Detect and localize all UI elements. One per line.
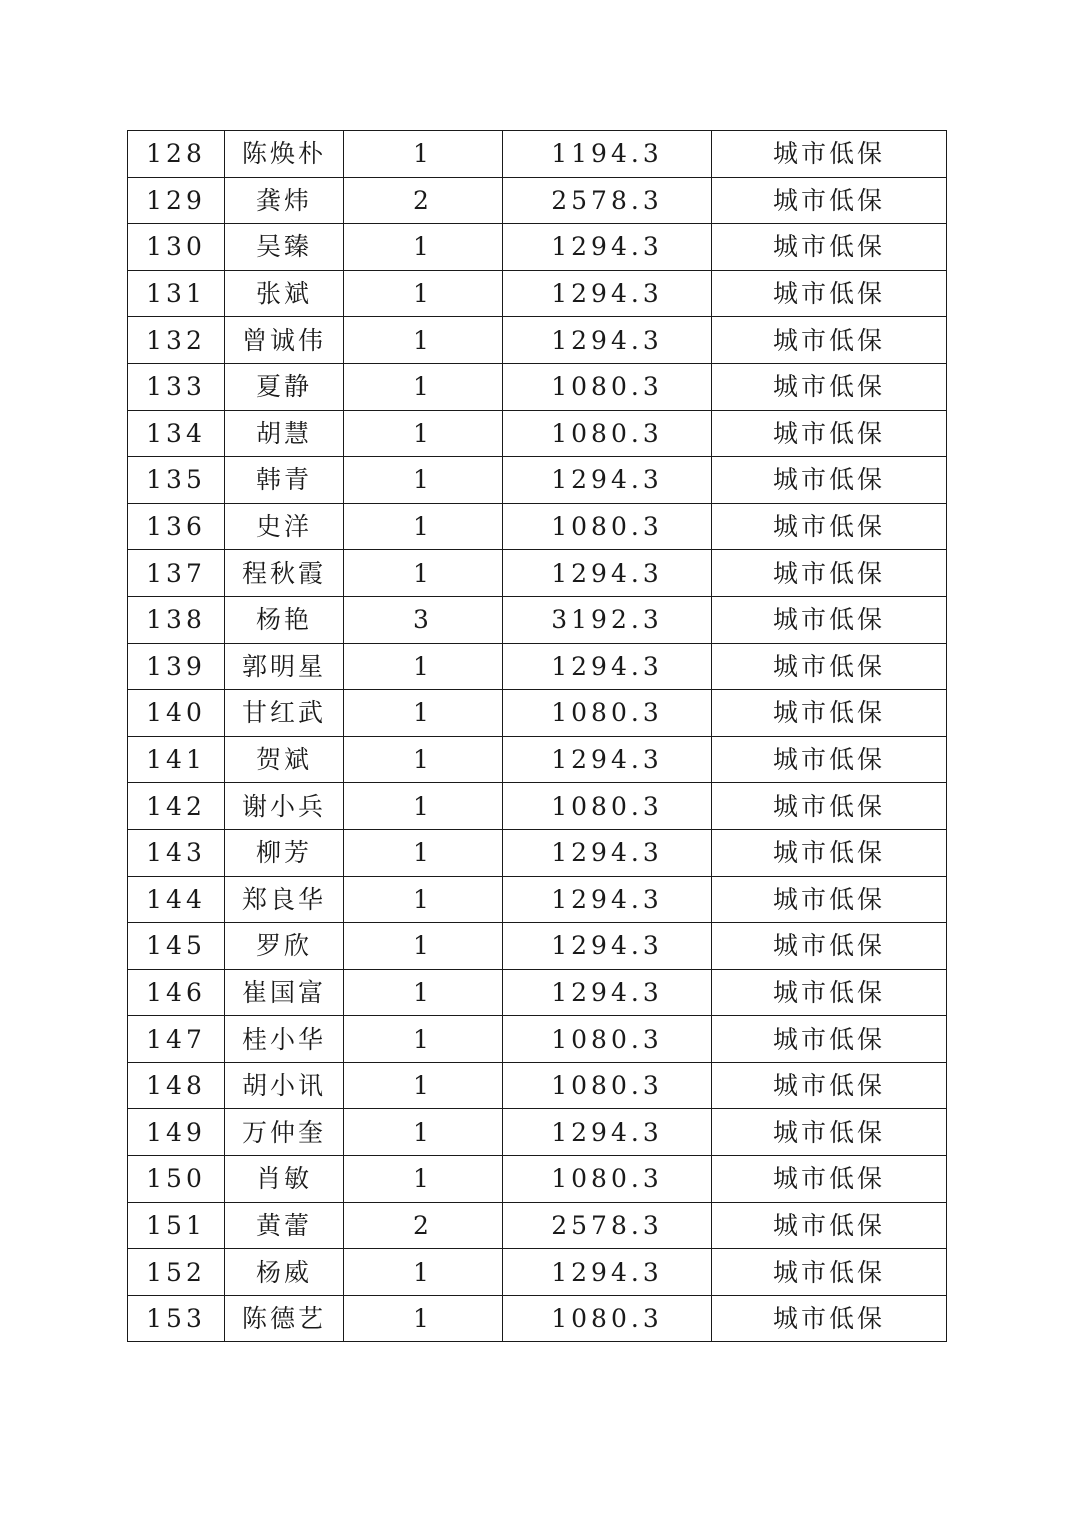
row-index-cell: 141 [128, 736, 225, 783]
subsidy-amount-cell: 1080.3 [503, 503, 712, 550]
row-index-cell: 138 [128, 596, 225, 643]
subsidy-type-cell: 城市低保 [712, 643, 947, 690]
table-row [128, 643, 947, 690]
recipient-name-cell: 韩青 [225, 457, 344, 504]
row-index-cell: 132 [128, 317, 225, 364]
recipient-name-cell: 夏静 [225, 363, 344, 410]
row-index-cell: 145 [128, 923, 225, 970]
subsidy-amount-cell: 1294.3 [503, 1249, 712, 1296]
subsidy-type-cell: 城市低保 [712, 457, 947, 504]
household-count-cell: 1 [344, 1156, 503, 1203]
subsidy-amount-cell: 1294.3 [503, 317, 712, 364]
household-count-cell: 1 [344, 503, 503, 550]
table-row [128, 1016, 947, 1063]
household-count-cell: 1 [344, 410, 503, 457]
table-row [128, 1249, 947, 1296]
household-count-cell: 1 [344, 1295, 503, 1342]
row-index-cell: 131 [128, 270, 225, 317]
subsidy-amount-cell: 1294.3 [503, 876, 712, 923]
table-row [128, 690, 947, 737]
table-row [128, 457, 947, 504]
recipient-name-cell: 肖敏 [225, 1156, 344, 1203]
row-index-cell: 139 [128, 643, 225, 690]
household-count-cell: 1 [344, 1109, 503, 1156]
subsidy-type-cell: 城市低保 [712, 317, 947, 364]
table-row [128, 363, 947, 410]
household-count-cell: 1 [344, 1249, 503, 1296]
table-row [128, 224, 947, 271]
row-index-cell: 140 [128, 690, 225, 737]
row-index-cell: 149 [128, 1109, 225, 1156]
recipient-name-cell: 贺斌 [225, 736, 344, 783]
subsidy-amount-cell: 1294.3 [503, 270, 712, 317]
recipient-name-cell: 黄蕾 [225, 1202, 344, 1249]
subsidy-type-cell: 城市低保 [712, 410, 947, 457]
subsidy-type-cell: 城市低保 [712, 736, 947, 783]
table-row [128, 503, 947, 550]
table-row [128, 596, 947, 643]
table-row [128, 923, 947, 970]
subsidy-type-cell: 城市低保 [712, 829, 947, 876]
household-count-cell: 1 [344, 876, 503, 923]
table-row [128, 410, 947, 457]
recipient-name-cell: 史洋 [225, 503, 344, 550]
recipient-name-cell: 陈德艺 [225, 1295, 344, 1342]
recipient-name-cell: 崔国富 [225, 969, 344, 1016]
subsidy-type-cell: 城市低保 [712, 224, 947, 271]
household-count-cell: 1 [344, 969, 503, 1016]
subsidy-type-cell: 城市低保 [712, 270, 947, 317]
subsidy-amount-cell: 1194.3 [503, 131, 712, 178]
subsidy-amount-cell: 1294.3 [503, 457, 712, 504]
household-count-cell: 1 [344, 270, 503, 317]
subsidy-type-cell: 城市低保 [712, 876, 947, 923]
recipient-name-cell: 吴臻 [225, 224, 344, 271]
recipient-name-cell: 张斌 [225, 270, 344, 317]
subsidy-amount-cell: 2578.3 [503, 1202, 712, 1249]
household-count-cell: 1 [344, 1062, 503, 1109]
recipient-name-cell: 万仲奎 [225, 1109, 344, 1156]
subsidy-type-cell: 城市低保 [712, 1249, 947, 1296]
row-index-cell: 144 [128, 876, 225, 923]
subsidy-amount-cell: 1080.3 [503, 1295, 712, 1342]
recipient-name-cell: 曾诚伟 [225, 317, 344, 364]
row-index-cell: 142 [128, 783, 225, 830]
household-count-cell: 1 [344, 363, 503, 410]
recipient-name-cell: 柳芳 [225, 829, 344, 876]
subsidy-type-cell: 城市低保 [712, 1295, 947, 1342]
subsidy-type-cell: 城市低保 [712, 783, 947, 830]
subsidy-amount-cell: 1080.3 [503, 1062, 712, 1109]
table-row [128, 270, 947, 317]
row-index-cell: 151 [128, 1202, 225, 1249]
subsidy-amount-cell: 1080.3 [503, 1156, 712, 1203]
subsidy-amount-cell: 1080.3 [503, 363, 712, 410]
table-row [128, 829, 947, 876]
recipient-name-cell: 郑良华 [225, 876, 344, 923]
row-index-cell: 143 [128, 829, 225, 876]
subsidy-amount-cell: 1294.3 [503, 643, 712, 690]
row-index-cell: 129 [128, 177, 225, 224]
subsidy-amount-cell: 1294.3 [503, 969, 712, 1016]
recipient-name-cell: 胡慧 [225, 410, 344, 457]
row-index-cell: 153 [128, 1295, 225, 1342]
recipient-name-cell: 胡小讯 [225, 1062, 344, 1109]
household-count-cell: 1 [344, 131, 503, 178]
subsidy-amount-cell: 1080.3 [503, 690, 712, 737]
subsidy-type-cell: 城市低保 [712, 1202, 947, 1249]
subsidy-type-cell: 城市低保 [712, 131, 947, 178]
recipient-name-cell: 桂小华 [225, 1016, 344, 1063]
household-count-cell: 1 [344, 224, 503, 271]
subsidy-amount-cell: 1294.3 [503, 923, 712, 970]
household-count-cell: 1 [344, 1016, 503, 1063]
subsidy-type-cell: 城市低保 [712, 1109, 947, 1156]
household-count-cell: 1 [344, 923, 503, 970]
subsidy-roster-table [127, 130, 947, 1342]
subsidy-amount-cell: 1294.3 [503, 224, 712, 271]
subsidy-type-cell: 城市低保 [712, 690, 947, 737]
recipient-name-cell: 龚炜 [225, 177, 344, 224]
table-row [128, 1062, 947, 1109]
household-count-cell: 1 [344, 783, 503, 830]
household-count-cell: 1 [344, 317, 503, 364]
row-index-cell: 137 [128, 550, 225, 597]
row-index-cell: 146 [128, 969, 225, 1016]
row-index-cell: 135 [128, 457, 225, 504]
row-index-cell: 152 [128, 1249, 225, 1296]
subsidy-amount-cell: 1294.3 [503, 550, 712, 597]
row-index-cell: 148 [128, 1062, 225, 1109]
recipient-name-cell: 郭明星 [225, 643, 344, 690]
subsidy-type-cell: 城市低保 [712, 923, 947, 970]
subsidy-amount-cell: 1080.3 [503, 410, 712, 457]
subsidy-type-cell: 城市低保 [712, 503, 947, 550]
subsidy-amount-cell: 3192.3 [503, 596, 712, 643]
household-count-cell: 3 [344, 596, 503, 643]
recipient-name-cell: 谢小兵 [225, 783, 344, 830]
subsidy-amount-cell: 1294.3 [503, 1109, 712, 1156]
household-count-cell: 2 [344, 1202, 503, 1249]
row-index-cell: 134 [128, 410, 225, 457]
subsidy-amount-cell: 1294.3 [503, 829, 712, 876]
household-count-cell: 1 [344, 829, 503, 876]
subsidy-amount-cell: 2578.3 [503, 177, 712, 224]
table-row [128, 317, 947, 364]
table-row [128, 131, 947, 178]
table-row [128, 969, 947, 1016]
subsidy-type-cell: 城市低保 [712, 1016, 947, 1063]
subsidy-amount-cell: 1080.3 [503, 1016, 712, 1063]
roster-body [128, 131, 947, 1342]
recipient-name-cell: 杨艳 [225, 596, 344, 643]
recipient-name-cell: 程秋霞 [225, 550, 344, 597]
recipient-name-cell: 甘红武 [225, 690, 344, 737]
recipient-name-cell: 陈焕朴 [225, 131, 344, 178]
row-index-cell: 150 [128, 1156, 225, 1203]
household-count-cell: 1 [344, 550, 503, 597]
subsidy-type-cell: 城市低保 [712, 363, 947, 410]
subsidy-type-cell: 城市低保 [712, 1062, 947, 1109]
table-row [128, 177, 947, 224]
subsidy-type-cell: 城市低保 [712, 1156, 947, 1203]
table-row [128, 1109, 947, 1156]
table-row [128, 876, 947, 923]
table-row [128, 550, 947, 597]
table-row [128, 1295, 947, 1342]
subsidy-amount-cell: 1294.3 [503, 736, 712, 783]
household-count-cell: 1 [344, 736, 503, 783]
table-row [128, 783, 947, 830]
table-row [128, 1202, 947, 1249]
subsidy-type-cell: 城市低保 [712, 969, 947, 1016]
subsidy-type-cell: 城市低保 [712, 550, 947, 597]
row-index-cell: 128 [128, 131, 225, 178]
subsidy-type-cell: 城市低保 [712, 177, 947, 224]
household-count-cell: 2 [344, 177, 503, 224]
row-index-cell: 133 [128, 363, 225, 410]
household-count-cell: 1 [344, 457, 503, 504]
row-index-cell: 147 [128, 1016, 225, 1063]
subsidy-amount-cell: 1080.3 [503, 783, 712, 830]
recipient-name-cell: 罗欣 [225, 923, 344, 970]
table-row [128, 1156, 947, 1203]
subsidy-type-cell: 城市低保 [712, 596, 947, 643]
row-index-cell: 136 [128, 503, 225, 550]
recipient-name-cell: 杨威 [225, 1249, 344, 1296]
table-row [128, 736, 947, 783]
household-count-cell: 1 [344, 690, 503, 737]
household-count-cell: 1 [344, 643, 503, 690]
row-index-cell: 130 [128, 224, 225, 271]
